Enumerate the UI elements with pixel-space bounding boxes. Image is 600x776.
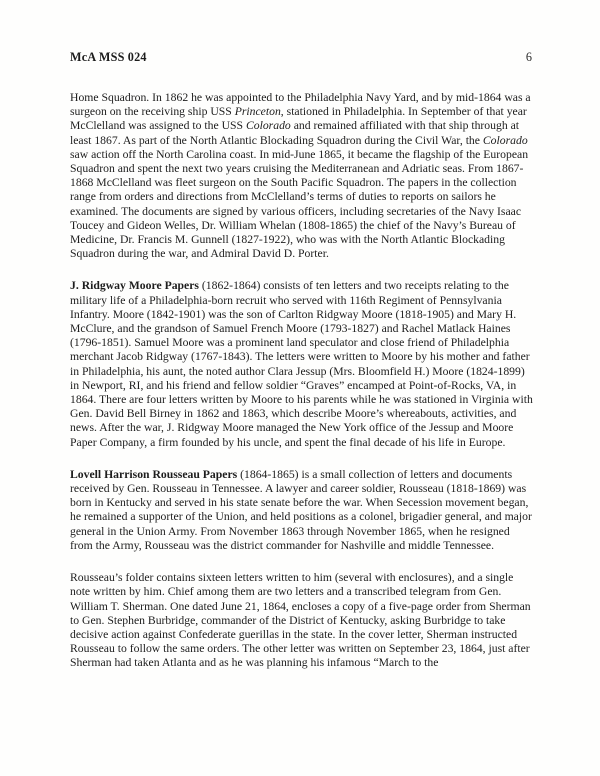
paragraph-mcclelland-papers-continued: Home Squadron. In 1862 he was appointed to the Philadelphia Navy Yard, and by mid-1864 was a surgeon on the receiving ship USS Princeton, stationed in Philadelphia. In September of that year McClelland was assigned to the USS Colorado and remained affiliated with that ship through at least 1867. As part of the North Atlantic Blockading Squadron during the Civil War, the Colorado saw action off the North Carolina coast. In mid-June 1865, it became the flagship of the European Squadron and spent the next two years cruising the Mediterranean and Adriatic seas. From 1867-1868 McClelland was fleet surgeon on the South Pacific Squadron. The papers in the collection range from orders and directions from McClelland’s terms of duties to reports on sailors he examined. The documents are signed by various officers, including secretaries of the Navy Isaac Toucey and Gideon Welles, Dr. William Whelan (1808-1865) the chief of the Navy’s Bureau of Medicine, Dr. Francis M. Gunnell (1827-1922), who was with the North Atlantic Blockading Squadron during the war, and Admiral David D. Porter.	[70, 91, 531, 261]
document-body	[70, 91, 534, 689]
paragraph-rousseau-folder: Rousseau’s folder contains sixteen letters written to him (several with enclosures), and a single note written by him. Chief among them are two letters and a transcribed telegram from Gen. William T. Sherman. One dated June 21, 1864, encloses a copy of a five-page order from Sherman to Gen. Stephen Burbridge, commander of the District of Kentucky, asking Burbridge to take decisive action against Confederate guerillas in the state. In the cover letter, Sherman instructed Rousseau to follow the same orders. The other letter was written on September 23, 1864, just after Sherman had taken Atlanta and as he was planning his infamous “March to the	[70, 571, 531, 670]
paragraph-ridgway-moore-papers: J. Ridgway Moore Papers (1862-1864) consists of ten letters and two receipts relating to the military life of a Philadelphia-born recruit who served with 116th Regiment of Pennsylvania Infantry. Moore (1842-1901) was the son of Carlton Ridgway Moore (1818-1905) and Mary H. McClure, and the grandson of Samuel French Moore (1793-1827) and Rachel Matlack Haines (1796-1851). Samuel Moore was a prominent land speculator and close friend of Philadelphia merchant Jacob Ridgway (1767-1843). The letters were written to Moore by his mother and father in Philadelphia, his aunt, the noted author Clara Jessup (Mrs. Bloomfield H.) Moore (1824-1899) in Newport, RI, and his friend and fellow soldier “Graves” encamped at Point-of-Rocks, VA, in 1864. There are four letters written by Moore to his parents while he was stationed in Virginia with Gen. David Bell Birney in 1862 and 1863, which describe Moore’s whereabouts, activities, and news. After the war, J. Ridgway Moore managed the New York office of the Jessup and Moore Paper Company, a firm founded by his uncle, and spent the final decade of his life in Europe.	[70, 279, 533, 449]
paragraph-rousseau-papers: Lovell Harrison Rousseau Papers (1864-1865) is a small collection of letters and documents received by Gen. Rousseau in Tennessee. A lawyer and career soldier, Rousseau (1818-1869) was born in Kentucky and served in his state senate before the war. When Secession movement began, he remained a supporter of the Union, and held positions as a colonel, brigadier general, and major general in the Union Army. From November 1863 through November 1865, when he resigned from the Army, Rousseau was the district commander for Nashville and middle Tennessee.	[70, 467, 532, 552]
page-header	[70, 50, 532, 65]
collection-id: McA MSS 024	[70, 50, 147, 64]
page-number: 6	[525, 50, 532, 64]
